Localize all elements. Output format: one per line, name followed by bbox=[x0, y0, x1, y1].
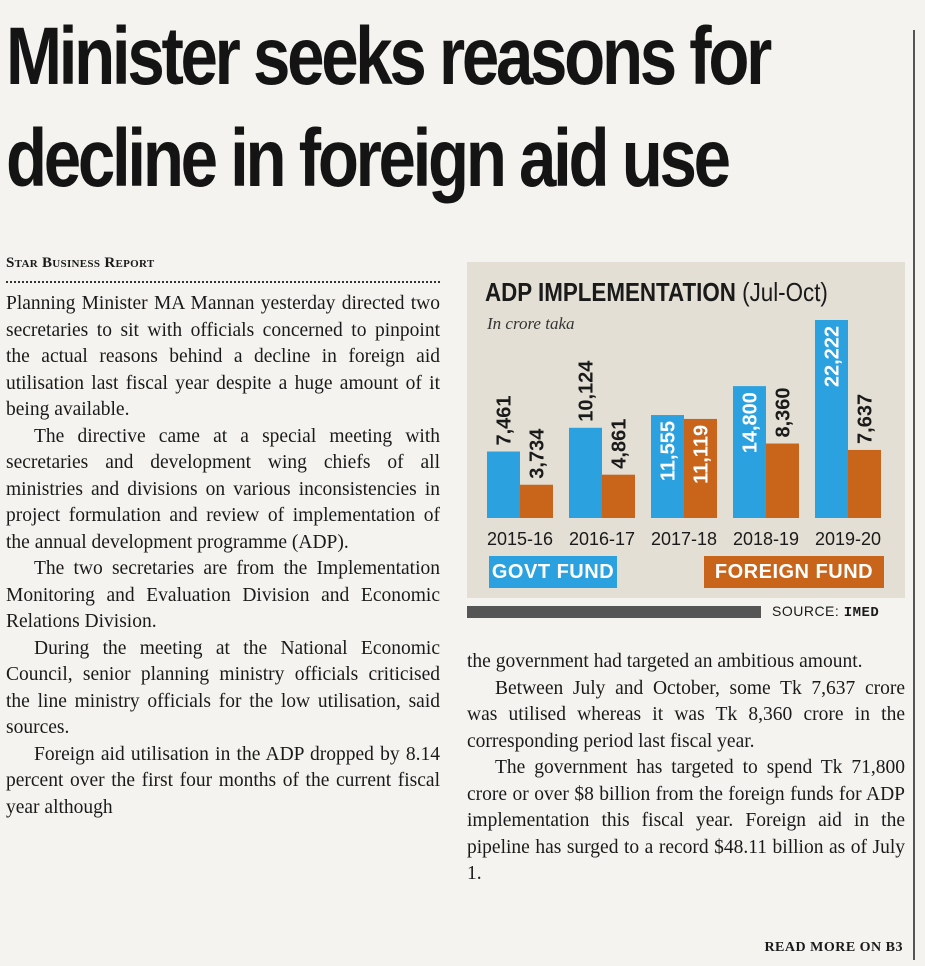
headline-line-1: Minister seeks reasons for bbox=[6, 11, 770, 102]
article-column-right bbox=[467, 649, 905, 888]
bar-foreign-2018-19 bbox=[766, 444, 799, 518]
chart-title-suffix: (Jul-Oct) bbox=[742, 277, 828, 307]
column-rule bbox=[913, 30, 915, 960]
chart-source bbox=[772, 603, 879, 621]
read-more-link[interactable]: READ MORE ON B3 bbox=[764, 940, 903, 955]
article-paragraph: Between July and October, some Tk 7,637 crore was utilised whereas it was Tk 8,360 crore in the corresponding period last fiscal year. bbox=[467, 677, 905, 752]
article-paragraph: Foreign aid utilisation in the ADP dropped by 8.14 percent over the first four months of the current fiscal year although bbox=[6, 743, 440, 818]
x-tick-label-2017-18: 2017-18 bbox=[650, 529, 718, 549]
byline: Star Business Report bbox=[6, 255, 155, 271]
data-label-govt-2016-17: 10,124 bbox=[575, 360, 598, 422]
article-paragraph: The directive came at a special meeting with secretaries and development wing chiefs of all ministries and divisions on various inconsistencies in project formulation and review of implementation of the annual development programme (ADP). bbox=[6, 425, 440, 553]
article-paragraph: During the meeting at the National Economic Council, senior planning ministry officials criticised the line ministry officials for the low utilisation, said sources. bbox=[6, 637, 440, 738]
x-tick-label-2015-16: 2015-16 bbox=[486, 529, 554, 549]
chart-subtitle: In crore taka bbox=[487, 314, 575, 333]
bar-foreign-2016-17 bbox=[602, 475, 635, 518]
article-paragraph: the government had targeted an ambitious amount. bbox=[467, 651, 863, 672]
article-paragraph: The two secretaries are from the Implementation Monitoring and Evaluation Division and Economic Relations Division. bbox=[6, 558, 440, 632]
data-label-govt-2019-20: 22,222 bbox=[821, 326, 844, 388]
data-label-foreign-2015-16: 3,734 bbox=[526, 428, 549, 479]
data-label-foreign-2019-20: 7,637 bbox=[854, 393, 877, 444]
source-name: IMED bbox=[843, 605, 880, 621]
data-label-govt-2018-19: 14,800 bbox=[739, 392, 762, 454]
source-label: SOURCE: bbox=[772, 603, 840, 619]
data-label-foreign-2018-19: 8,360 bbox=[772, 387, 795, 438]
bar-foreign-2019-20 bbox=[848, 450, 881, 518]
data-label-foreign-2016-17: 4,861 bbox=[608, 418, 631, 469]
byline-divider bbox=[6, 281, 440, 283]
legend-foreign-fund: FOREIGN FUND bbox=[704, 556, 884, 588]
article-column-left bbox=[6, 291, 440, 821]
headline bbox=[6, 6, 770, 210]
legend-govt-fund: GOVT FUND bbox=[489, 556, 617, 588]
bar-govt-2015-16 bbox=[487, 452, 520, 518]
article-paragraph: The government has targeted to spend Tk 71,800 crore or over $8 billion from the foreign funds for ADP implementation this fiscal year. Foreign aid in the pipeline has surged to a record $48.11 billion as of July 1. bbox=[467, 757, 905, 884]
x-tick-label-2019-20: 2019-20 bbox=[814, 529, 882, 549]
adp-chart bbox=[467, 262, 905, 598]
source-rule bbox=[467, 606, 761, 618]
headline-line-2: decline in foreign aid use bbox=[6, 113, 728, 204]
chart-title-main: ADP IMPLEMENTATION bbox=[485, 277, 736, 307]
x-tick-label-2018-19: 2018-19 bbox=[732, 529, 800, 549]
article-paragraph: Planning Minister MA Mannan yesterday directed two secretaries to sit with officials concerned to pinpoint the actual reasons behind a decline in foreign aid utilisation last fiscal year despite a huge amount of it being available. bbox=[6, 293, 440, 420]
bar-foreign-2015-16 bbox=[520, 485, 553, 518]
data-label-govt-2015-16: 7,461 bbox=[493, 395, 516, 446]
chart-title bbox=[485, 277, 828, 308]
chart-plot bbox=[467, 262, 905, 598]
x-tick-label-2016-17: 2016-17 bbox=[568, 529, 636, 549]
data-label-foreign-2017-18: 11,119 bbox=[690, 424, 713, 484]
bar-govt-2016-17 bbox=[569, 428, 602, 518]
data-label-govt-2017-18: 11,555 bbox=[657, 421, 680, 482]
